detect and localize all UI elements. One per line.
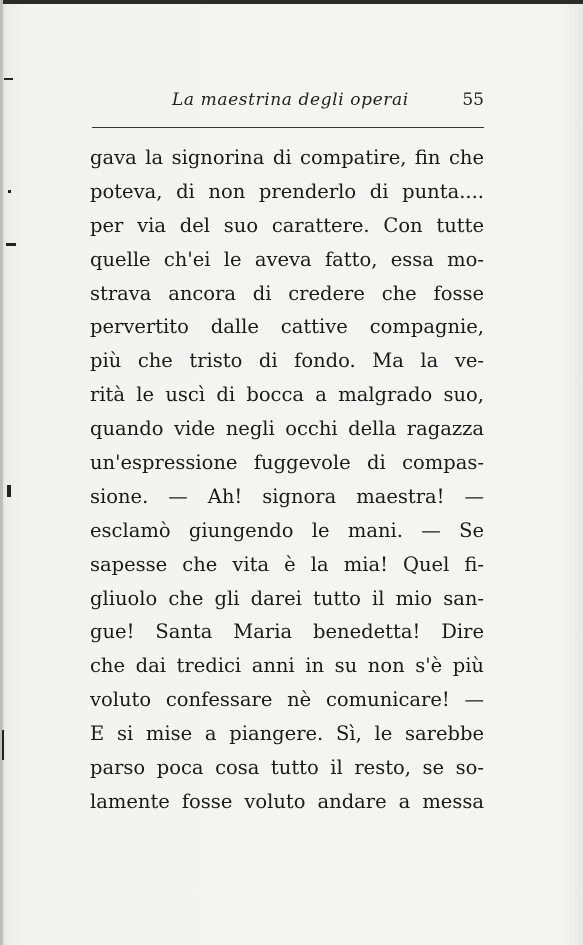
text-line: sione. — Ah! signora maestra! — [90,484,484,508]
text-line: lamente fosse voluto andare a messa [90,789,484,813]
text-line: E si mise a piangere. Sì, le sarebbe [90,722,484,746]
text-line: pervertito dalle cattive compagnie, [90,315,484,339]
page-top-edge [0,0,583,4]
header-rule [92,127,484,128]
body-text [90,141,484,819]
text-line: gue! Santa Maria benedetta! Dire [90,620,484,644]
text-line: più che tristo di fondo. Ma la ve- [90,349,484,373]
text-line: che dai tredici anni in su non s'è più [90,654,484,678]
page-number: 55 [462,90,484,110]
text-line: strava ancora di credere che fosse [90,281,484,305]
text-line: sapesse che vita è la mia! Quel fi- [90,552,484,576]
scan-speck [8,190,11,193]
text-line: quelle ch'ei le aveva fatto, essa mo- [90,247,484,271]
scan-speck [4,78,13,80]
text-line: un'espressione fuggevole di compas- [90,451,484,475]
text-line: gava la signorina di compatire, fin che [90,146,484,169]
scan-speck [6,243,16,246]
text-line: per via del suo carattere. Con tutte [90,213,484,237]
text-line: quando vide negli occhi della ragazza [90,417,484,441]
scan-speck [2,730,4,760]
text-line: esclamò giungendo le mani. — Se [90,518,484,542]
page-binding-edge [0,0,3,945]
running-title: La maestrina degli operai [172,90,409,110]
text-line: voluto confessare nè comunicare! — [90,688,484,712]
text-line: parso poca cosa tutto il resto, se so- [90,756,484,780]
running-header [92,88,484,114]
text-line: gliuolo che gli darei tutto il mio san- [90,586,484,610]
scan-speck [7,485,11,497]
text-line: poteva, di non prenderlo di punta.... [90,179,484,203]
text-line: rità le uscì di bocca a malgrado suo, [90,383,484,407]
